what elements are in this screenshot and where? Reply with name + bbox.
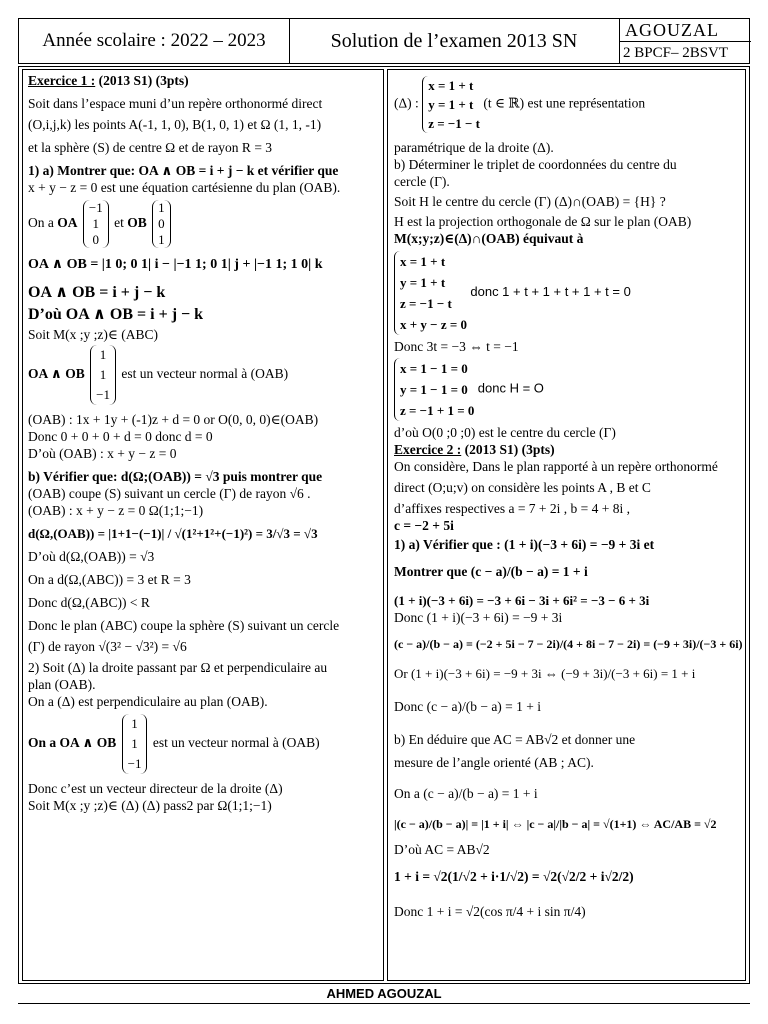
normal-vector-2: 1 1 −1: [122, 714, 148, 774]
question-2-line-1: 2) Soit (Δ) la droite passant par Ω et perpendiculaire au: [28, 660, 328, 675]
distance-conclusion: D’où d(Ω,(OAB)) = √3: [28, 549, 155, 564]
param-system: x = 1 + t y = 1 + t z = −1 − t: [422, 76, 480, 133]
question-2-line-2: plan (OAB).: [28, 677, 96, 692]
cross-product-result: OA ∧ OB = i + j − k: [28, 284, 166, 301]
determinant-line: OA ∧ OB = |1 0; 0 1| i − |−1 1; 0 1| j + |−1 1; 1 0| k: [28, 257, 323, 272]
ex2-question-1-show: Montrer que (c − a)/(b − a) = 1 + i: [394, 564, 588, 579]
ex2-line-1: On considère, Dans le plan rapporté à un repère orthonormé: [394, 459, 718, 474]
ex2-question-1: 1) a) Vérifier que : (1 + i)(−3 + 6i) = −9 + 3i et: [394, 537, 655, 552]
intersection-text: donc 1 + t + 1 + t + 1 + t = 0: [470, 284, 631, 300]
footer-author: AHMED AGOUZAL: [326, 986, 442, 1001]
normal-vector: 1 1 −1: [90, 345, 116, 405]
polar-line-1: 1 + i = √2(1/√2 + i·1/√2) = √2(√2/2 + i√2/2): [394, 869, 634, 884]
calc-line-5: Donc (c − a)/(b − a) = 1 + i: [394, 699, 542, 714]
distance-abc: On a d(Ω,(ABC)) = 3 et R = 3: [28, 572, 191, 587]
question-1b-line-2: (OAB) coupe (S) suivant un cercle (Γ) de rayon √6 .: [28, 486, 311, 501]
polar-line-2: Donc 1 + i = √2(cos π/4 + i sin π/4): [394, 904, 586, 919]
on-a-label: On a: [28, 215, 54, 231]
calc-line-2: Donc (1 + i)(−3 + 6i) = −9 + 3i: [394, 610, 563, 625]
question-b-line-2: cercle (Γ).: [394, 174, 450, 189]
et-label: et: [114, 215, 124, 231]
cut-line-2: (Γ) de rayon √(3² − √3²) = √6: [28, 639, 187, 654]
question-1a-line-1: 1) a) Montrer que: OA ∧ OB = i + j − k et vérifier que: [28, 163, 339, 178]
direction-vector-text: Donc c’est un vecteur directeur de la droite (Δ): [28, 781, 283, 796]
on-a-cross: On a OA ∧ OB: [28, 735, 117, 751]
exercise-1-meta: (2013 S1) (3pts): [98, 73, 189, 88]
page-title: Solution de l’examen 2013 SN: [289, 19, 620, 63]
exercise-2-meta: (2013 S1) (3pts): [464, 442, 555, 457]
question-b-line-5: M(x;y;z)∈(Δ)∩(OAB) équivaut à: [394, 231, 584, 246]
oa-vector: −1 1 0: [83, 200, 109, 248]
school-year: Année scolaire : 2022 – 2023: [19, 19, 290, 63]
question-1b-line-1: b) Vérifier que: d(Ω;(OAB)) = √3 puis montrer que: [28, 469, 323, 484]
soit-m-delta: Soit M(x ;y ;z)∈ (Δ) (Δ) pass2 par Ω(1;1;−1): [28, 798, 272, 813]
ex2-question-b-1: b) En déduire que AC = AB√2 et donner une: [394, 732, 636, 747]
question-1b-line-3: (OAB) : x + y − z = 0 Ω(1;1;−1): [28, 503, 204, 518]
question-b-line-1: b) Déterminer le triplet de coordonnées du centre du: [394, 157, 677, 172]
header-table: [18, 18, 750, 64]
question-b-line-4: H est la projection orthogonale de Ω sur le plan (OAB): [394, 214, 692, 229]
param-line-2: paramétrique de la droite (Δ).: [394, 140, 554, 155]
intro-line-2: (O,i,j,k) les points A(-1, 1, 0), B(1, 0, 1) et Ω (1, 1, -1): [28, 117, 322, 132]
author-name: AGOUZAL: [619, 19, 751, 42]
question-b-line-3: Soit H le centre du cercle (Γ) (Δ)∩(OAB) = {H} ?: [394, 194, 666, 209]
question-1a-line-2: x + y − z = 0 est une équation cartésienne du plan (OAB).: [28, 180, 341, 195]
header-right-cell: [619, 19, 751, 63]
content-frame: [18, 66, 750, 984]
center-conclusion: d’où O(0 ;0 ;0) est le centre du cercle (Γ): [394, 425, 616, 440]
h-system: x = 1 − 1 = 0 y = 1 − 1 = 0 z = −1 + 1 = 0: [394, 358, 474, 421]
exercise-2-title: Exercice 2 :: [394, 442, 462, 457]
ob-vector: 1 0 1: [152, 200, 171, 248]
calc-line-4: Or (1 + i)(−3 + 6i) = −9 + 3i ⇔ (−9 + 3i)/(−3 + 6i) = 1 + i: [394, 666, 696, 681]
calc-line-1: (1 + i)(−3 + 6i) = −3 + 6i − 3i + 6i² = −3 − 6 + 3i: [394, 593, 650, 608]
question-2-line-3: On a (Δ) est perpendiculaire au plan (OAB).: [28, 694, 268, 709]
plan-equation-2: Donc 0 + 0 + 0 + d = 0 donc d = 0: [28, 429, 213, 444]
cross-product-conclusion: D’où OA ∧ OB = i + j − k: [28, 306, 204, 323]
class-label: 2 BPCF– 2BSVT: [623, 45, 729, 61]
plan-equation-3: D’où (OAB) : x + y − z = 0: [28, 446, 177, 461]
param-label: (Δ) :: [394, 95, 419, 111]
modulus-line: |(c − a)/(b − a)| = |1 + i| ⇔ |c − a|/|b − a| = √(1+1) ⇔ AC/AB = √2: [394, 817, 717, 831]
ex2-line-3: d’affixes respectives a = 7 + 2i , b = 4 + 8i ,: [394, 501, 631, 516]
normal-vector-text: est un vecteur normal à (OAB): [121, 366, 289, 382]
calc-line-3: (c − a)/(b − a) = (−2 + 5i − 7 − 2i)/(4 + 8i − 7 − 2i) = (−9 + 3i)/(−3 + 6i): [394, 637, 743, 651]
intro-line-3: et la sphère (S) de centre Ω et de rayon R = 3: [28, 140, 273, 155]
exercise-1-title: Exercice 1 :: [28, 73, 96, 88]
ex2-line-4: c = −2 + 5i: [394, 518, 454, 533]
plan-equation-1: (OAB) : 1x + 1y + (-1)z + d = 0 or O(0, 0, 0)∈(OAB): [28, 412, 319, 427]
on-a-ratio: On a (c − a)/(b − a) = 1 + i: [394, 786, 538, 801]
ex2-question-b-2: mesure de l’angle orienté (AB ; AC).: [394, 755, 594, 770]
intro-line-1: Soit dans l’espace muni d’un repère orthonormé direct: [28, 96, 323, 111]
solve-t: Donc 3t = −3 ⇔ t = −1: [394, 339, 519, 354]
cut-line-1: Donc le plan (ABC) coupe la sphère (S) suivant un cercle: [28, 618, 340, 633]
right-column: [387, 69, 746, 981]
soit-m-abc: Soit M(x ;y ;z)∈ (ABC): [28, 327, 158, 342]
ac-conclusion: D’où AC = AB√2: [394, 842, 490, 857]
distance-compare: Donc d(Ω,(ABC)) < R: [28, 595, 150, 610]
intersection-system: x = 1 + t y = 1 + t z = −1 − t x + y − z = 0: [394, 251, 467, 335]
distance-formula: d(Ω,(OAB)) = |1+1−(−1)| / √(1²+1²+(−1)²) = 3/√3 = √3: [28, 526, 318, 541]
h-text: donc H = O: [477, 380, 544, 396]
footer-divider: [18, 1003, 750, 1004]
normal-vector-2-text: est un vecteur normal à (OAB): [152, 735, 320, 751]
ex2-line-2: direct (O;u;v) on considère les points A , B et C: [394, 480, 651, 495]
left-column: Exercice 1 : (2013 S1) (3pts) Soit dans l’espace muni d’un repère orthonormé direct (O,i,j,k) les points A(-1, 1, 0), B(1, 0, 1) et Ω (1, 1, -1) et la sphère (S) de centre Ω et de rayon R = 3 1) a) Montrer que: OA ∧ OB = i + j − k et vérifier que x + y − z = 0 est une équation cartésienne du plan (OAB). On a OA −1 1 0 et OB 1 0 1 OA ∧ OB = |1 0; 0 1| i − |−1 1; 0 1| j + |−1 1; 1 0| k OA ∧ OB = i + j − k D’où OA ∧ OB = i + j − k Soit M(x ;y ;z)∈ (ABC) OA ∧ OB 1 1 −1 est un vecteur normal à (OAB) (OAB) : 1x + 1y + (-1)z + d = 0 or O(0, 0, 0)∈(OAB) Donc 0 + 0 + 0 + d = 0 donc d = 0 D’où (OAB) : x + y − z = 0 b) Vérifier que: d(Ω;(OAB)) = √3 puis montrer que (OAB) coupe (S) suivant un cercle (Γ) de rayon √6 . (OAB) : x + y − z = 0 Ω(1;1;−1) d(Ω,(OAB)) = |1+1−(−1)| / √(1²+1²+(−1)²) = 3/√3 = √3 D’où d(Ω,(OAB)) = √3 On a d(Ω,(ABC)) = 3 et R = 3 Donc d(Ω,(ABC)) < R Donc le plan (ABC) coupe la sphère (S) suivant un cercle (Γ) de rayon √(3² − √3²) = √6 2) Soit (Δ) la droite passant par Ω et perpendiculaire au plan (OAB). On a (Δ) est perpendiculaire au plan (OAB). On a OA ∧ OB 1 1 −1 est un vecteur normal à (OAB) Donc c’est un vecteur directeur de la droite (Δ) Soit M(x ;y ;z)∈ (Δ) (Δ) pass2 par Ω(1;1;−1): [22, 69, 384, 981]
param-text: (t ∈ ℝ) est une représentation: [483, 95, 646, 111]
